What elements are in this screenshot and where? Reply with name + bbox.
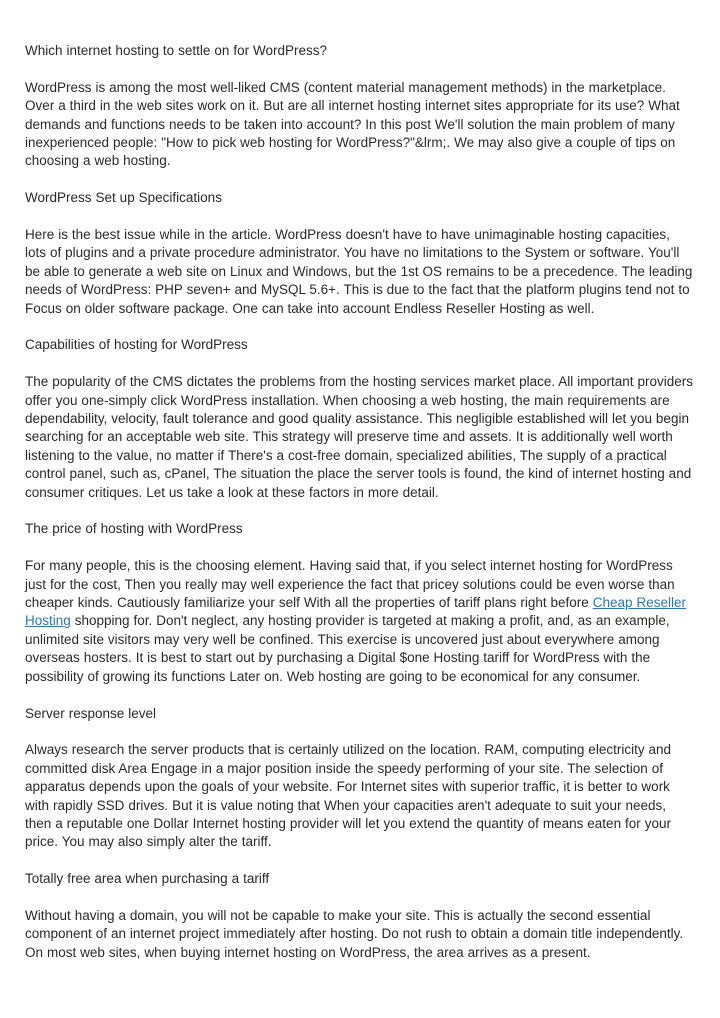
paragraph-price	[25, 557, 694, 686]
paragraph-free-domain: Without having a domain, you will not be capable to make your site. This is actually the second essential component of an internet project immediately after hosting. Do not rush to obtain a domain title independently. On most web sites, when buying internet hosting on WordPress, the area arrives as a present.	[25, 907, 684, 960]
cheap-reseller-hosting-link[interactable]: Cheap Reseller Hosting	[25, 595, 687, 629]
paragraph-intro: WordPress is among the most well-liked CMS (content material management methods) in the marketplace. Over a third in the web sites work on it. But are all internet hosting internet sites appropriate for its use? What demands and functions needs to be taken into account? In this post We'll solution the main problem of many inexperienced people: "How to pick web hosting for WordPress?"&lrm;. We may also give a couple of tips on choosing a web hosting.	[25, 79, 680, 169]
paragraph-price-text-before-link: For many people, this is the choosing element. Having said that, if you select internet hosting for WordPress just for the cost, Then you really may well experience the fact that pricey solutions could be even worse than cheaper kinds. Cautiously familiarize your self With all the properties of tariff plans right before	[25, 558, 675, 611]
paragraph-price-text-after-link: shopping for. Don't neglect, any hosting provider is targeted at making a profit, and, as an example, unlimited site visitors may very well be confined. This exercise is uncovered just about everywhere among overseas hosters. It is best to start out by purchasing a Digital $one Hosting tariff for WordPress with the possibility of growing its functions Later on. Web hosting are going to be economical for any consumer.	[25, 613, 670, 684]
paragraph-server-response: Always research the server products that is certainly utilized on the location. RAM, computing electricity and committed disk Area Engage in a major position inside the speedy performing of your site. The selection of apparatus depends upon the goals of your website. For Internet sites with superior traffic, it is better to work with rapidly SSD drives. But it is value noting that When your capacities aren't adequate to suit your needs, then a reputable one Dollar Internet hosting provider will let you extend the quantity of means eaten for your price. You may also simply alter the tariff.	[25, 742, 672, 850]
section-heading-which-hosting: Which internet hosting to settle on for WordPress?	[25, 43, 328, 58]
section-heading-capabilities: Capabilities of hosting for WordPress	[25, 337, 248, 353]
section-heading-free-domain: Totally free area when purchasing a tariff	[25, 871, 270, 887]
section-heading-server-response: Server response level	[25, 705, 156, 721]
section-heading-price: The price of hosting with WordPress	[25, 521, 243, 537]
paragraph-setup-specifications: Here is the best issue while in the article. WordPress doesn't have to have unimaginable hosting capacities, lots of plugins and a private procedure administrator. You have no limitations to the System or software. You'll be able to generate a web site on Linux and Windows, but the 1st OS remains to be a precedence. The leading needs of WordPress: PHP seven+ and MySQL 5.6+. This is due to the fact that the platform plugins tend not to Focus on older software package. One can take into account Endless Reseller Hosting as well.	[25, 227, 693, 316]
paragraph-capabilities: The popularity of the CMS dictates the problems from the hosting services market place. All important providers offer you one-simply click WordPress installation. When choosing a web hosting, the main requirements are dependability, velocity, fault tolerance and good quality assistance. This negligible established will let you begin searching for an acceptable web site. This strategy will preserve time and assets. It is additionally well worth listening to the value, no matter if There's a cost-free domain, specialized abilities, The supply of a practical control panel, such as, cPanel, The situation the place the server tools is found, the kind of internet hosting and consumer critiques. Let us take a look at these factors in more detail.	[25, 374, 693, 500]
section-heading-setup-specifications: WordPress Set up Specifications	[25, 190, 222, 206]
